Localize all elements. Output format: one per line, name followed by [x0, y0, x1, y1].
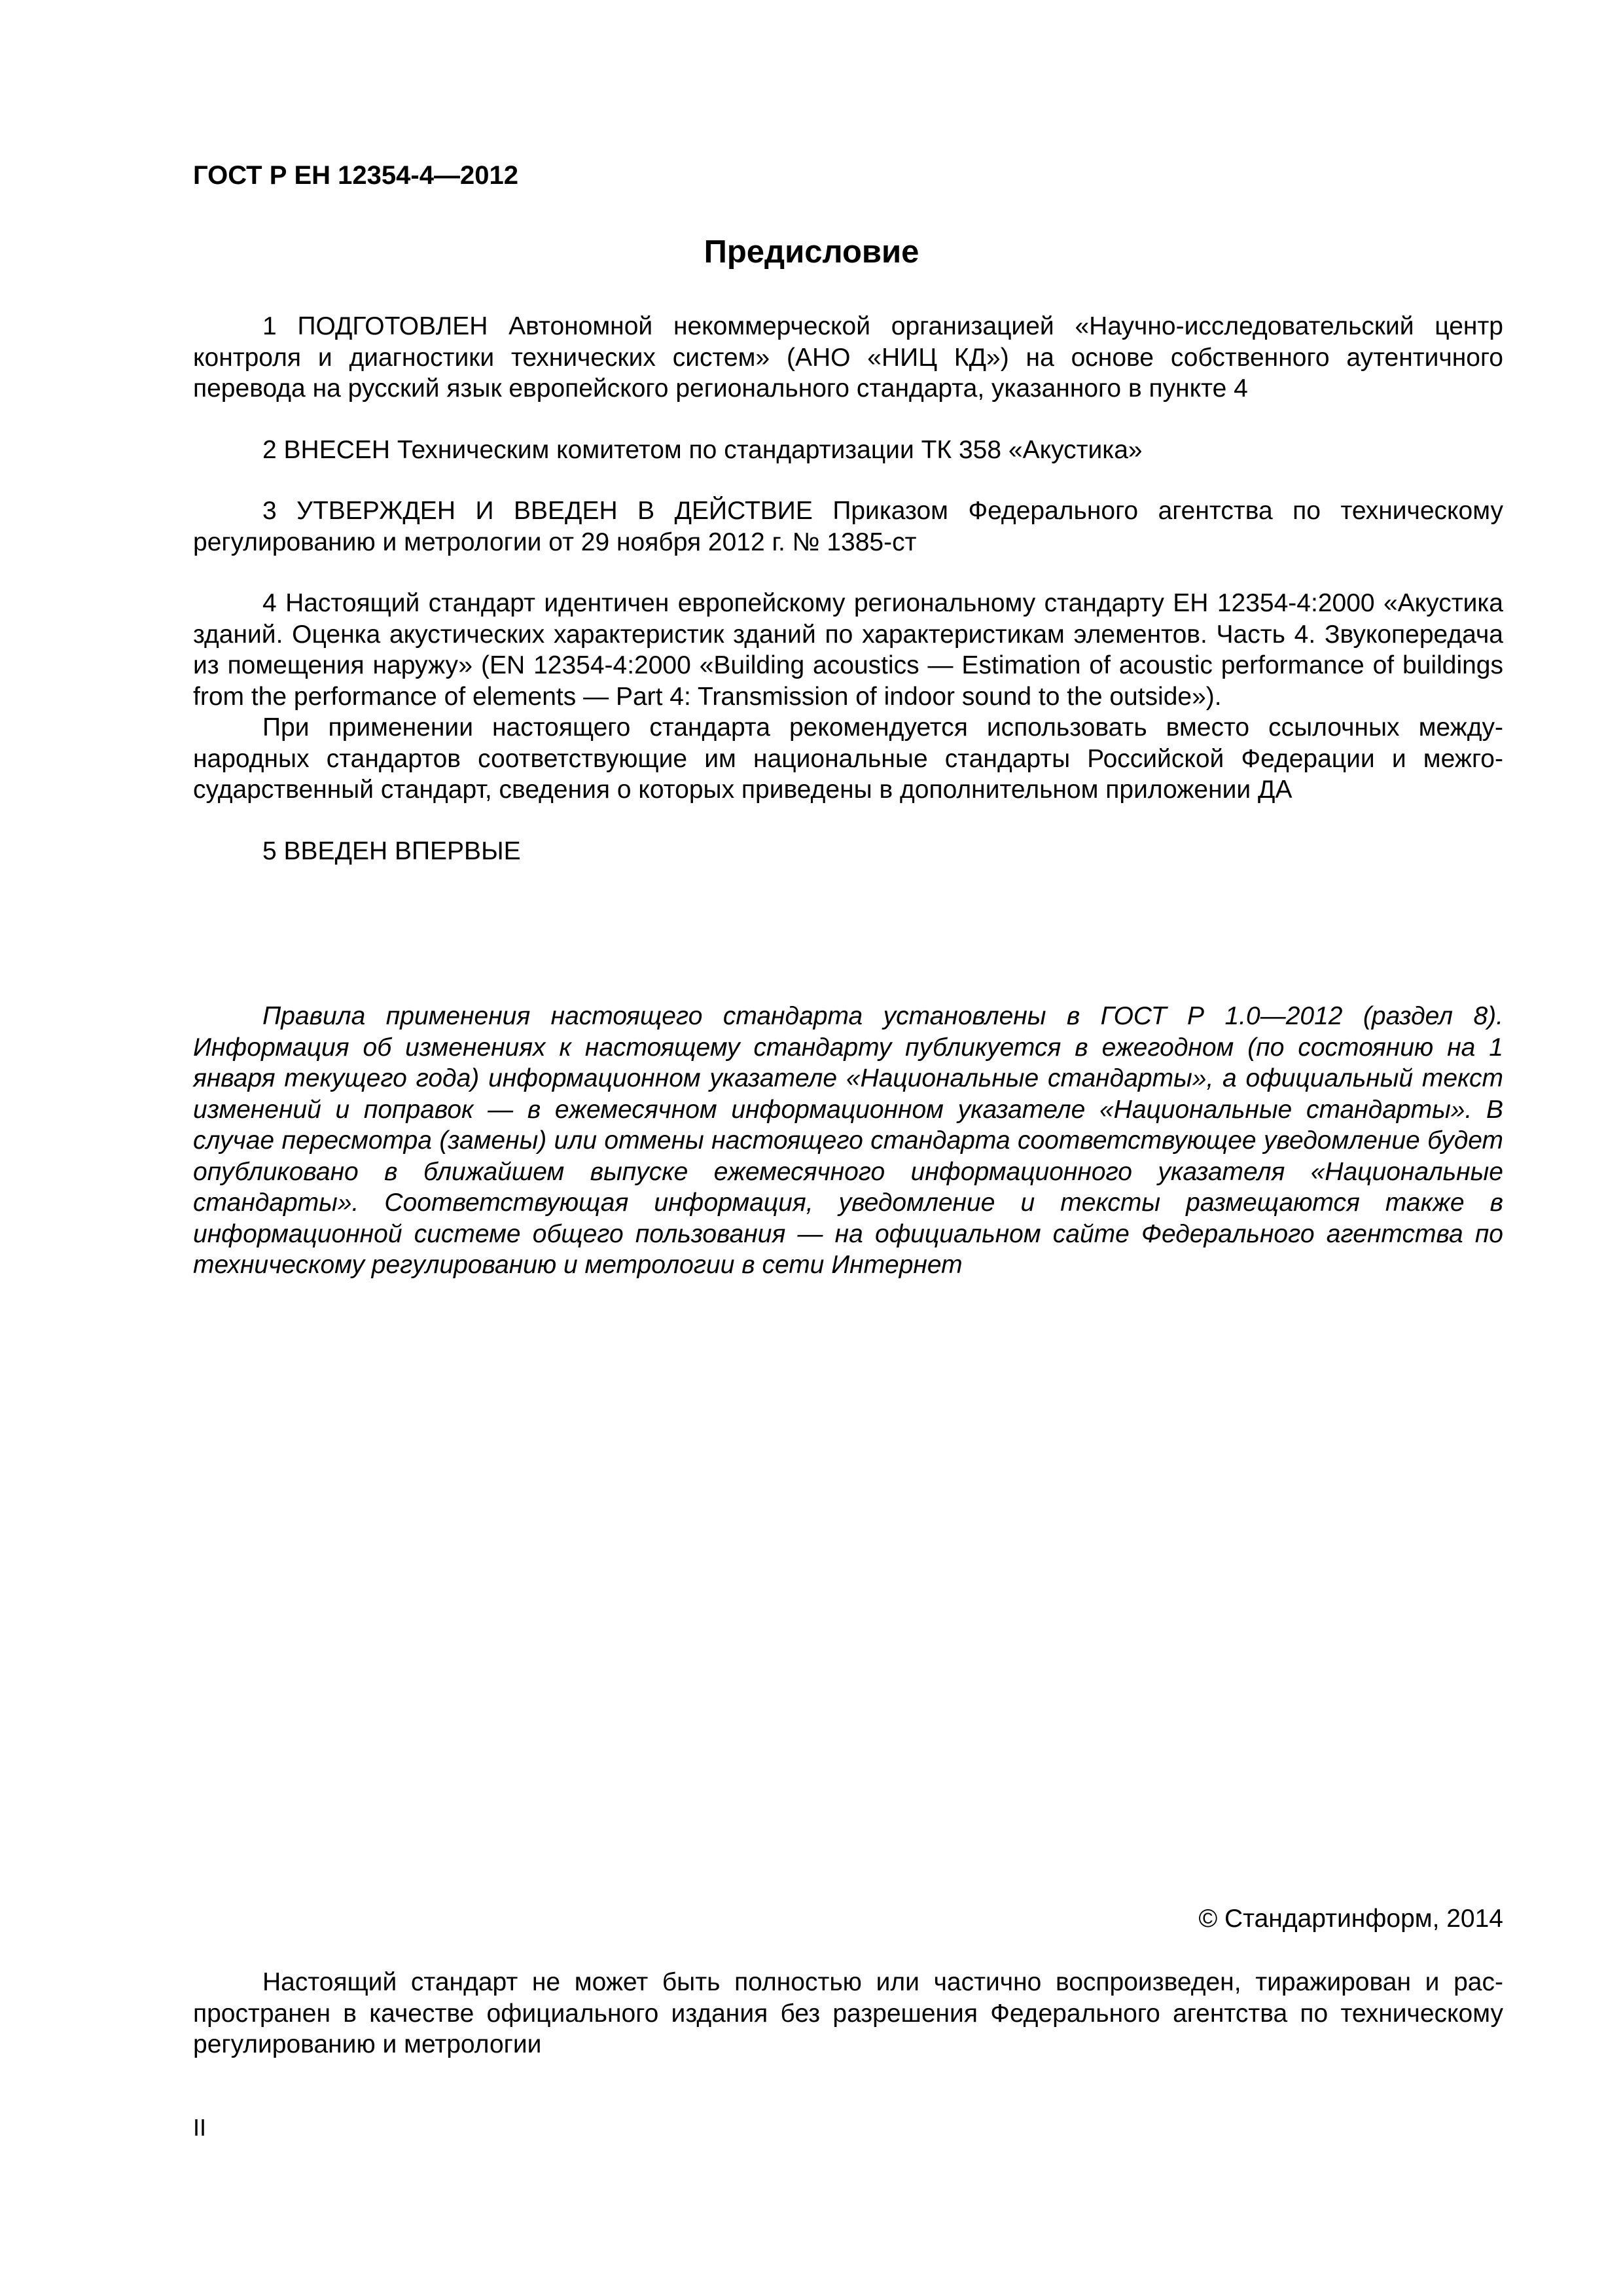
section-1-prepared: 1 ПОДГОТОВЛЕН Автономной некоммерческой организацией «Научно-исследовательский центр контроля и диагностики технических систем» (АНО «НИЦ КД») на основе собственного аутентичного перевода на русский язык европейского регионального стандарта, указанного в пункте 4 — [193, 312, 1503, 403]
section-4-identical: 4 Настоящий стандарт идентичен европейскому региональному стандарту ЕН 12354-4:2000 «Акустика зданий. Оценка акустических характеристик зданий по характеристикам элементов. Часть 4. Звукопередача из помещения наружу» (EN 12354-4:2000 «Building acoustics — Estimation of acoustic performance of buildings from the performance of elements — Part 4: Transmission of indoor sound to the outside»). — [193, 589, 1503, 711]
page-number: II — [193, 2114, 207, 2141]
section-2-submitted: 2 ВНЕСЕН Техническим комитетом по стандартизации ТК 358 «Акустика» — [262, 435, 1143, 464]
section-4-application-note: При применении настоящего стандарта рекомендуется использовать вместо ссылочных международных стандартов соответствующие им национальные стандарты Российской Федерации и межгосударственный стандарт, сведения о которых приведены в дополнительном приложении ДА — [193, 713, 1503, 804]
application-rules-note: Правила применения настоящего стандарта установлены в ГОСТ Р 1.0—2012 (раздел 8). Информация об изменениях к настоящему стандарту публикуется в ежегодном (по состоянию на 1 января текущего года) информационном указателе «Национальные стандарты», а официальный текст изменений и поправок — в ежемесячном информационном указателе «Национальные стандарты». В случае пересмотра (замены) или отмены настоящего стандарта соответствующее уведомление будет опубликовано в ближайшем выпуске ежемесячного информационного указателя «Национальные стандарты». Соответствующая информация, уведомление и тексты размещаются также в информационной системе общего пользования — на официальном сайте Федерального агентства по техническому регулированию и метрологии в сети Интернет — [193, 1002, 1503, 1279]
section-5-introduced: 5 ВВЕДЕН ВПЕРВЫЕ — [262, 836, 521, 865]
standard-code-header: ГОСТ Р ЕН 12354-4—2012 — [193, 161, 518, 190]
reproduction-notice: Настоящий стандарт не может быть полностью или частично воспроизведен, тиражирован и распространен в качестве официального издания без разрешения Федерального агентства по техническому регулированию и метрологии — [193, 1968, 1503, 2058]
section-3-approved: 3 УТВЕРЖДЕН И ВВЕДЕН В ДЕЙСТВИЕ Приказом Федерального агентства по техническому регулированию и метрологии от 29 ноября 2012 г. № 1385-ст — [193, 497, 1503, 556]
foreword-body — [193, 311, 1503, 867]
page-title: Предисловие — [704, 234, 919, 270]
copyright-line: © Стандартинформ, 2014 — [1198, 1905, 1503, 1933]
